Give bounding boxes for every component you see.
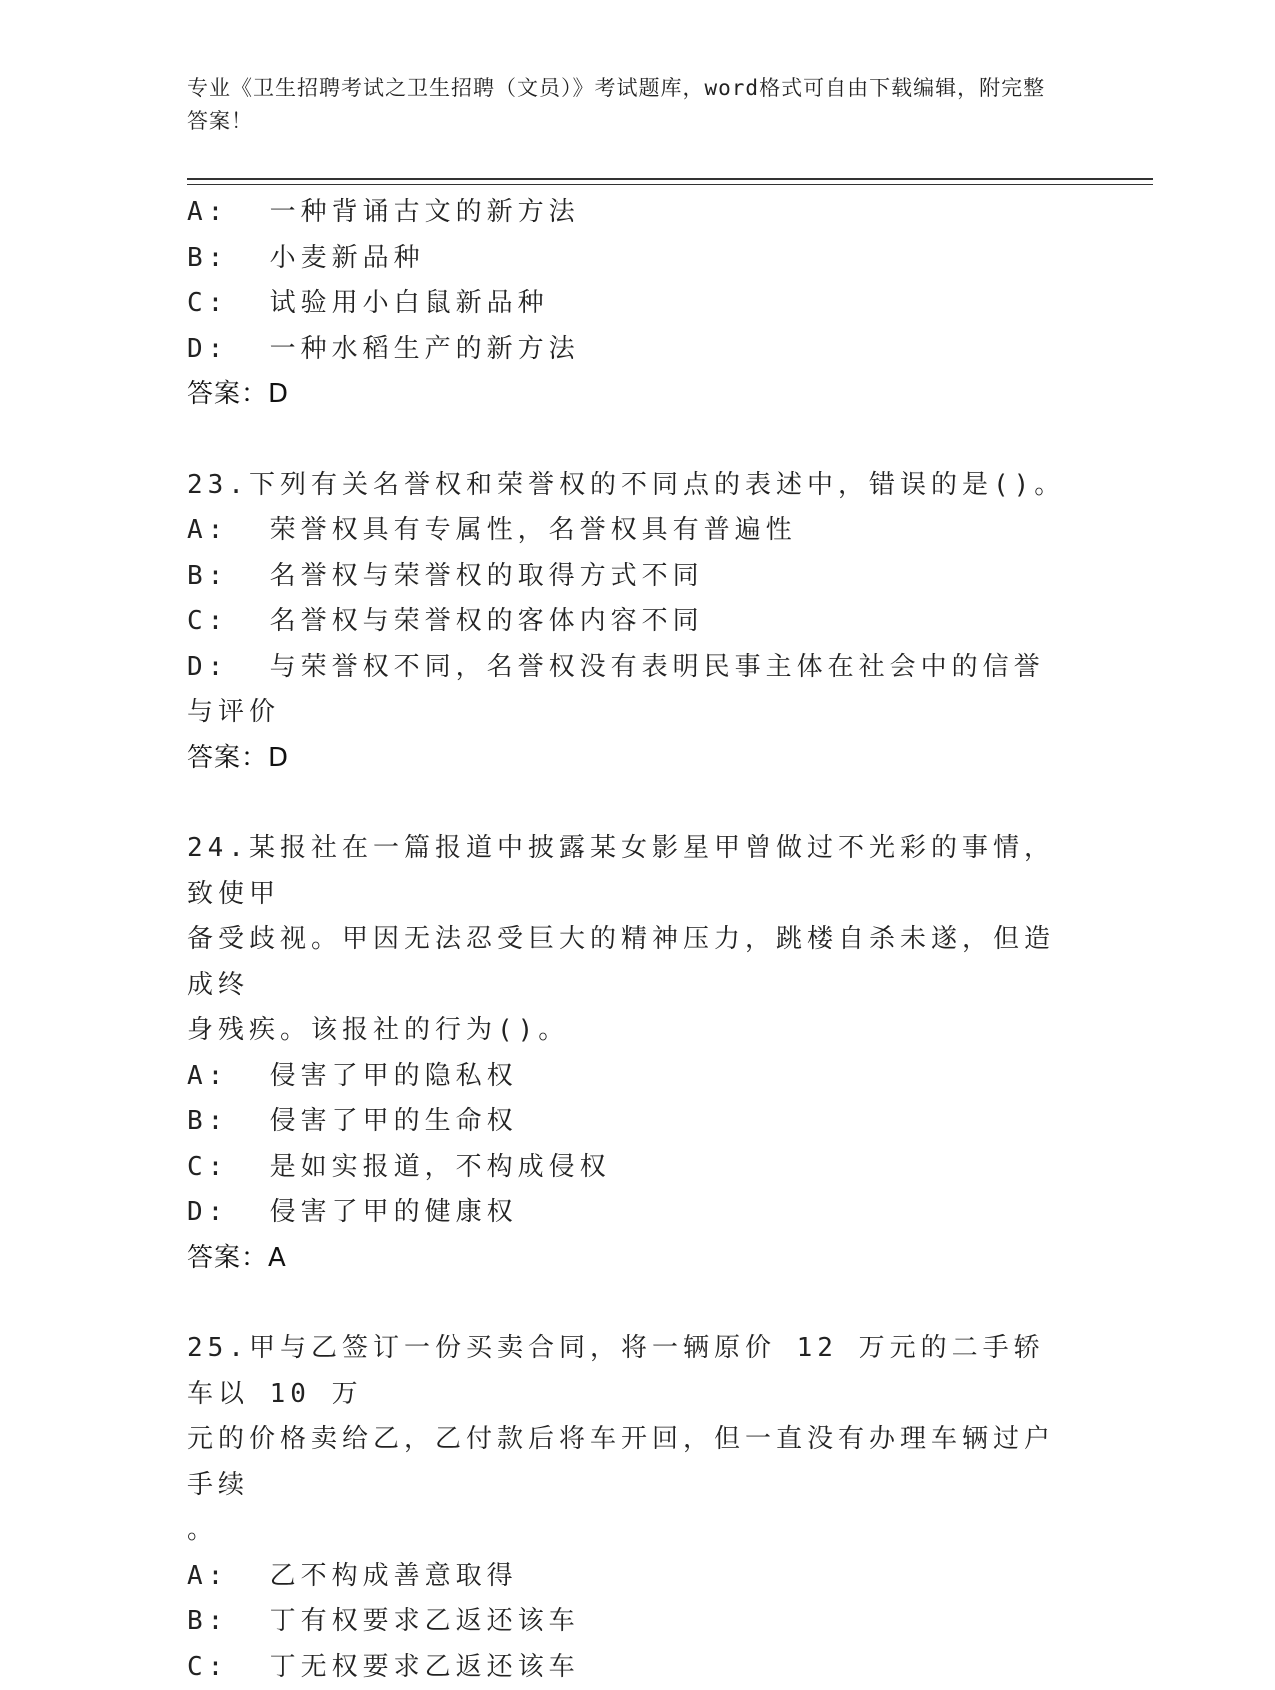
- option-d: D: 一种水稻生产的新方法: [187, 327, 1067, 373]
- question-text: 身残疾。该报社的行为()。: [187, 1008, 1067, 1054]
- option-d: D: 与荣誉权不同，名誉权没有表明民事主体在社会中的信誉与评价: [187, 645, 1067, 736]
- header-divider: [187, 178, 1153, 180]
- option-a: A: 乙不构成善意取得: [187, 1554, 1067, 1600]
- option-b: B: 名誉权与荣誉权的取得方式不同: [187, 554, 1067, 600]
- question-block-22: [187, 190, 1067, 418]
- question-text: 元的价格卖给乙，乙付款后将车开回，但一直没有办理车辆过户手续: [187, 1417, 1067, 1508]
- option-b: B: 侵害了甲的生命权: [187, 1099, 1067, 1145]
- question-content: [187, 190, 1067, 1690]
- question-text: 25.甲与乙签订一份买卖合同，将一辆原价 12 万元的二手轿车以 10 万: [187, 1326, 1067, 1417]
- option-c: C: 是如实报道，不构成侵权: [187, 1145, 1067, 1191]
- option-b: B: 小麦新品种: [187, 236, 1067, 282]
- question-text: 。: [187, 1508, 1067, 1554]
- document-header: 专业《卫生招聘考试之卫生招聘（文员）》考试题库，word格式可自由下载编辑，附完整答案！: [187, 72, 1067, 138]
- question-text: 24.某报社在一篇报道中披露某女影星甲曾做过不光彩的事情，致使甲: [187, 826, 1067, 917]
- option-c: C: 名誉权与荣誉权的客体内容不同: [187, 599, 1067, 645]
- option-a: A: 一种背诵古文的新方法: [187, 190, 1067, 236]
- answer-line: 答案：D: [187, 736, 1067, 782]
- answer-line: 答案：D: [187, 372, 1067, 418]
- answer-line: 答案：A: [187, 1236, 1067, 1282]
- question-block-24: [187, 826, 1067, 1281]
- question-block-23: [187, 463, 1067, 782]
- question-text: 23.下列有关名誉权和荣誉权的不同点的表述中，错误的是()。: [187, 463, 1067, 509]
- question-block-25: [187, 1326, 1067, 1690]
- header-divider-thin: [187, 184, 1153, 185]
- option-b: B: 丁有权要求乙返还该车: [187, 1599, 1067, 1645]
- option-d: D: 侵害了甲的健康权: [187, 1190, 1067, 1236]
- option-c: C: 试验用小白鼠新品种: [187, 281, 1067, 327]
- option-a: A: 荣誉权具有专属性，名誉权具有普遍性: [187, 508, 1067, 554]
- question-text: 备受歧视。甲因无法忍受巨大的精神压力，跳楼自杀未遂，但造成终: [187, 917, 1067, 1008]
- option-c: C: 丁无权要求乙返还该车: [187, 1645, 1067, 1690]
- option-a: A: 侵害了甲的隐私权: [187, 1054, 1067, 1100]
